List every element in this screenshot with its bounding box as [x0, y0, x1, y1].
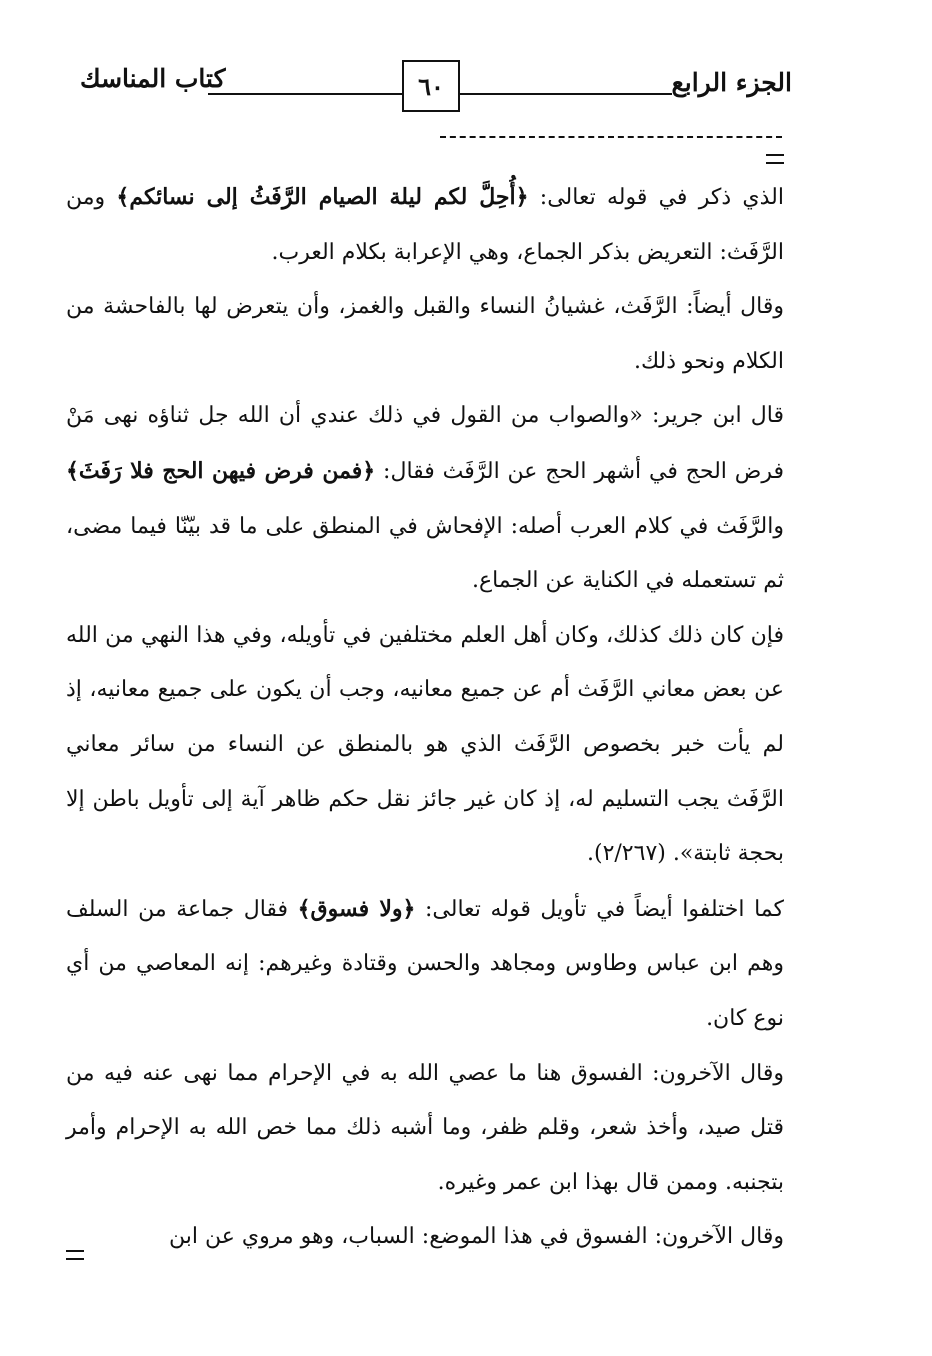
paragraph	[66, 389, 784, 608]
header-rule-right	[458, 93, 672, 95]
paragraph	[66, 1210, 784, 1265]
dashed-separator	[440, 136, 782, 138]
body-text	[66, 170, 784, 1265]
paragraph	[66, 1047, 784, 1211]
paragraph	[66, 609, 784, 882]
paragraph	[66, 170, 784, 280]
continuation-mark-bottom	[66, 1250, 84, 1260]
header-rule-left	[208, 93, 404, 95]
paragraph-text: كما اختلفوا أيضاً في تأويل قوله تعالى:	[415, 896, 784, 922]
paragraph-text: وقال الآخرون: الفسوق في هذا الموضع: السباب، وهو مروي عن ابن	[169, 1224, 784, 1250]
paragraph	[66, 280, 784, 389]
paragraph-text: والرَّفَث في كلام العرب أصله: الإفحاش في المنطق على ما قد بيّنّا فيما مضى، ثم تستعمله في الكناية عن الجماع.	[66, 513, 784, 594]
paragraph-text: وقال الآخرون: الفسوق هنا ما عصي الله به في الإحرام مما نهى عنه فيه من قتل صيد، وأخذ شعر، وقلم ظفر، وما أشبه ذلك مما خص الله به الإحرام وأمر بتجنبه. وممن قال بهذا ابن عمر وغيره.	[66, 1060, 784, 1195]
volume-title: الجزء الرابع	[671, 68, 792, 97]
paragraph-text: فإن كان ذلك كذلك، وكان أهل العلم مختلفين في تأويله، وفي هذا النهي من الله عن بعض معاني الرَّفَث أم عن جميع معانيه، وجب أن يكون على جميع معانيه، إذ لم يأت خبر بخصوص الرَّفَث الذي هو بالمنطق عن النساء من سائر معاني الرَّفَث يجب التسليم له، إذ كان غير جائز نقل حكم ظاهر آية إلى تأويل باطن إلا بحجة ثابتة». (٢/٢٦٧).	[66, 622, 784, 867]
paragraph-text: ومن الرَّفَث: التعريض بذكر الجماع، وهي الإعرابة بكلام العرب.	[66, 185, 784, 265]
page-number-box	[402, 60, 460, 112]
paragraph-text: قال ابن جرير: «والصواب من القول في ذلك عندي أن الله جل ثناؤه نهى مَنْ فرض الحج في أشهر الحج عن الرَّفَث فقال:	[66, 403, 784, 484]
book-title: كتاب المناسك	[80, 64, 226, 93]
paragraph	[66, 882, 784, 1047]
paragraph-text: فقال جماعة من السلف وهم ابن عباس وطاوس ومجاهد والحسن وقتادة وغيرهم: إنه المعاصي من أي نوع كان.	[66, 896, 784, 1031]
quran-quote: ﴿فمن فرض فيهن الحج فلا رَفَثَ﴾	[66, 457, 376, 484]
quran-quote: ﴿أُحِلَّ لكم ليلة الصيام الرَّفَثُ إلى نسائكم﴾	[116, 184, 529, 210]
quran-quote: ﴿ولا فسوق﴾	[297, 895, 416, 922]
continuation-mark-top	[766, 154, 784, 164]
paragraph-text: وقال أيضاً: الرَّفَث، غشيانُ النساء والقبل والغمز، وأن يتعرض لها بالفاحشة من الكلام ونحو ذلك.	[66, 294, 784, 374]
paragraph-text: الذي ذكر في قوله تعالى:	[528, 185, 784, 210]
page-number: ٦٠	[418, 71, 444, 101]
page-header	[80, 60, 792, 120]
